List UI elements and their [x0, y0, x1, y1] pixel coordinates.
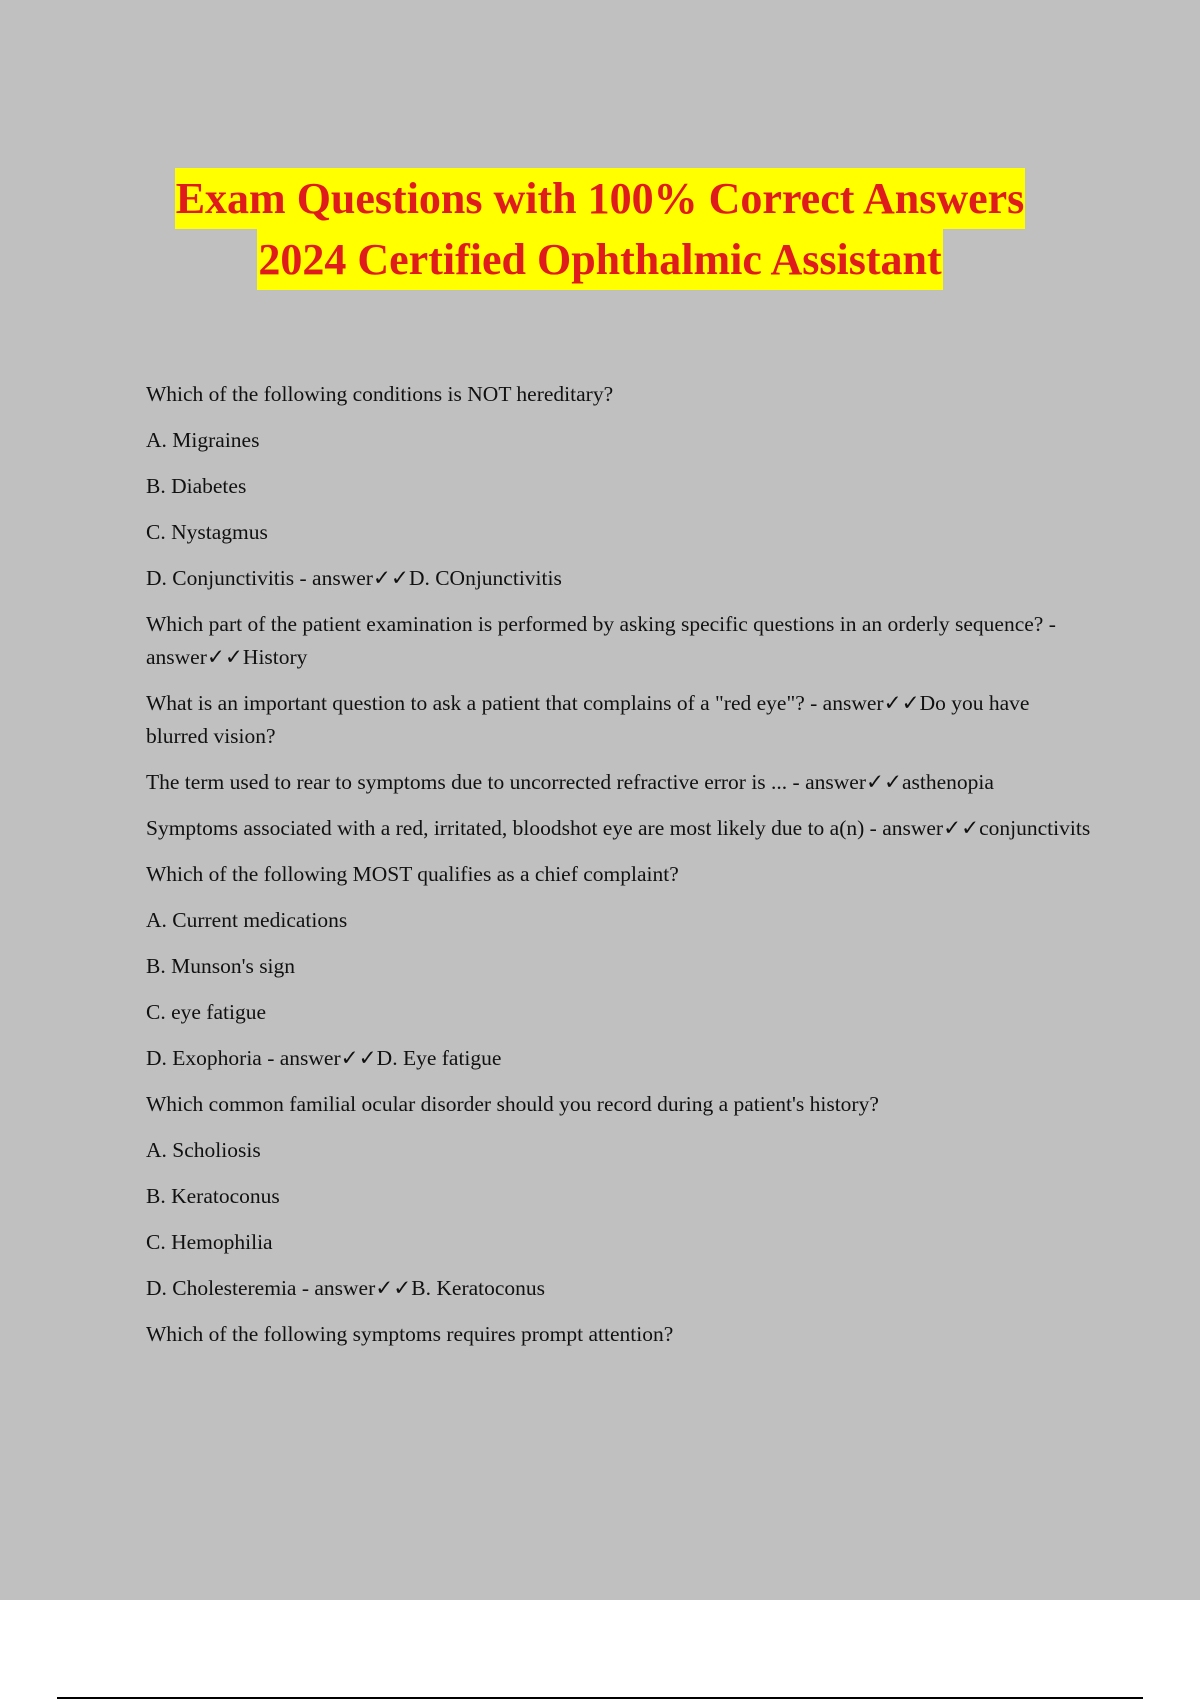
title-line-1: Exam Questions with 100% Correct Answers — [175, 168, 1026, 229]
question-text: Which of the following MOST qualifies as a chief complaint? — [146, 862, 679, 886]
question-with-answer: Symptoms associated with a red, irritated, bloodshot eye are most likely due to a(n) - answer✓✓conjunctivits — [146, 816, 1091, 840]
question-list — [146, 378, 1092, 1364]
question-with-answer: What is an important question to ask a patient that complains of a "red eye"? - answer✓✓Do you have blurred vision? — [146, 691, 1030, 748]
answer-option: A. Migraines — [146, 428, 260, 452]
question-text: Which of the following symptoms requires prompt attention? — [146, 1322, 674, 1346]
answer-option: C. Hemophilia — [146, 1230, 273, 1254]
document-title — [0, 168, 1200, 290]
question-text: Which common familial ocular disorder should you record during a patient's history? — [146, 1092, 879, 1116]
answer-option-with-answer: D. Cholesteremia - answer✓✓B. Keratoconus — [146, 1276, 546, 1300]
question-with-answer: Which part of the patient examination is performed by asking specific questions in an orderly sequence? - answer✓✓History — [146, 612, 1056, 669]
question-with-answer: The term used to rear to symptoms due to uncorrected refractive error is ... - answer✓✓asthenopia — [146, 770, 994, 794]
answer-option: B. Diabetes — [146, 474, 247, 498]
title-line-2: 2024 Certified Ophthalmic Assistant — [257, 229, 942, 290]
answer-option-with-answer: D. Exophoria - answer✓✓D. Eye fatigue — [146, 1046, 502, 1070]
answer-option: B. Keratoconus — [146, 1184, 280, 1208]
answer-option: A. Scholiosis — [146, 1138, 261, 1162]
answer-option: C. eye fatigue — [146, 1000, 266, 1024]
answer-option: A. Current medications — [146, 908, 348, 932]
answer-option: B. Munson's sign — [146, 954, 296, 978]
answer-option-with-answer: D. Conjunctivitis - answer✓✓D. COnjunctivitis — [146, 566, 562, 590]
question-text: Which of the following conditions is NOT hereditary? — [146, 382, 614, 406]
page-divider — [57, 1697, 1143, 1699]
answer-option: C. Nystagmus — [146, 520, 268, 544]
